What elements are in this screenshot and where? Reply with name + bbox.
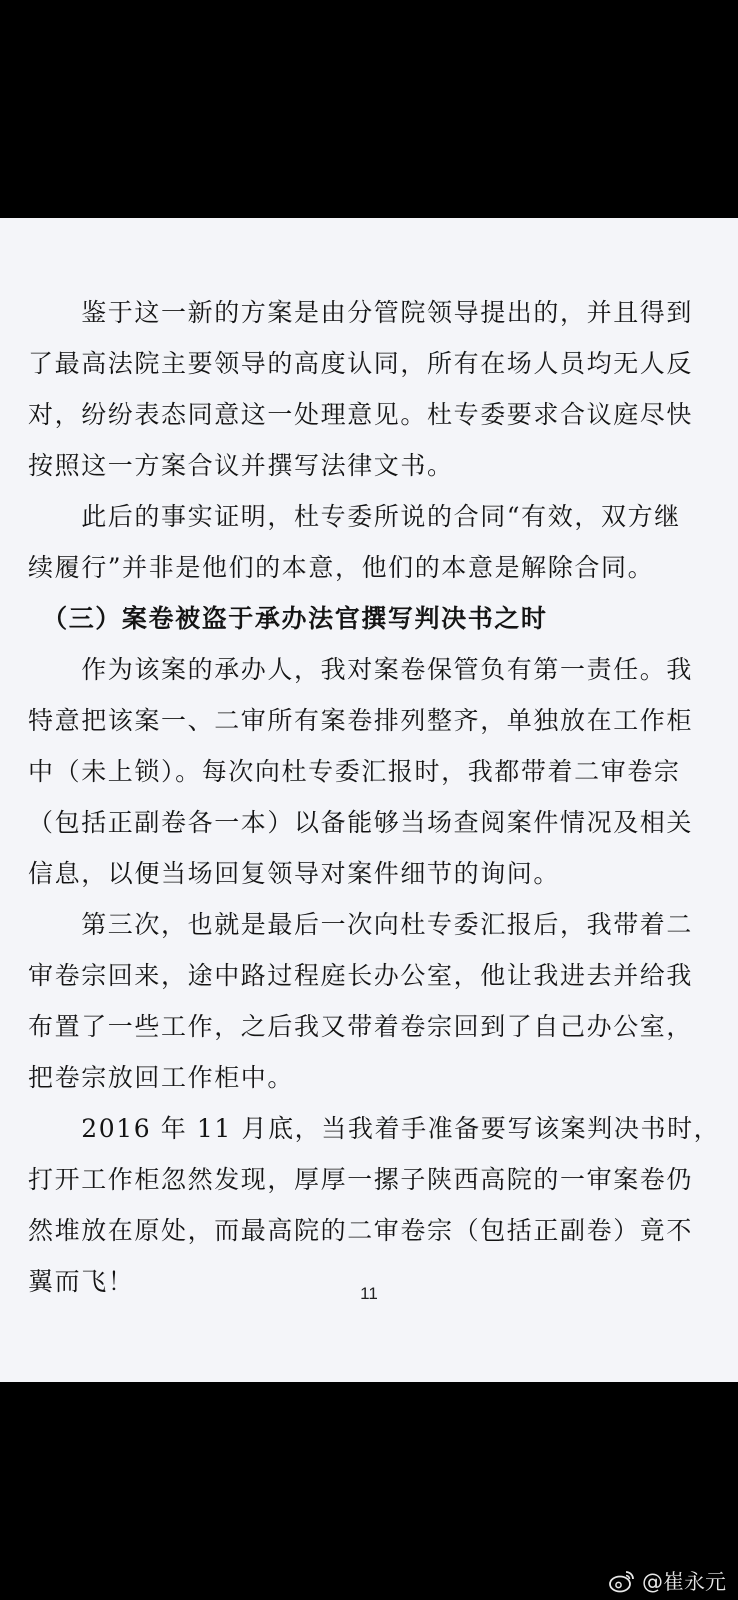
document-page xyxy=(0,218,738,1382)
paragraph-line: 此后的事实证明，杜专委所说的合同“有效，双方继 xyxy=(28,502,681,531)
section-heading: （三）案卷被盗于承办法官撰写判决书之时 xyxy=(28,604,548,633)
watermark xyxy=(608,1566,726,1596)
page-number: 11 xyxy=(360,1284,378,1303)
paragraph-line: 然堆放在原处，而最高院的二审卷宗（包括正副卷）竟不 xyxy=(28,1216,694,1245)
paragraph-line: 布置了一些工作，之后我又带着卷宗回到了自己办公室， xyxy=(28,1012,694,1041)
watermark-username: @崔永元 xyxy=(642,1570,726,1594)
paragraph-line: 对，纷纷表态同意这一处理意见。杜专委要求合议庭尽快 xyxy=(28,400,694,429)
top-black-bar xyxy=(0,0,738,218)
paragraph-line: 审卷宗回来，途中路过程庭长办公室，他让我进去并给我 xyxy=(28,961,694,990)
paragraph-line: 续履行”并非是他们的本意，他们的本意是解除合同。 xyxy=(28,553,655,582)
paragraph-line: 特意把该案一、二审所有案卷排列整齐，单独放在工作柜 xyxy=(28,706,694,735)
paragraph-line: 翼而飞！ xyxy=(28,1267,135,1296)
paragraph-line: 按照这一方案合议并撰写法律文书。 xyxy=(28,451,454,480)
paragraph-line: 第三次，也就是最后一次向杜专委汇报后，我带着二 xyxy=(28,910,694,939)
paragraph-line: 鉴于这一新的方案是由分管院领导提出的，并且得到 xyxy=(28,298,694,327)
paragraph-line: 作为该案的承办人，我对案卷保管负有第一责任。我 xyxy=(28,655,694,684)
paragraph-line: 把卷宗放回工作柜中。 xyxy=(28,1063,295,1092)
paragraph-line: 中（未上锁）。每次向杜专委汇报时，我都带着二审卷宗 xyxy=(28,757,681,786)
paragraph-line: 打开工作柜忽然发现，厚厚一摞子陕西高院的一审案卷仍 xyxy=(28,1165,694,1194)
paragraph-line: 了最高法院主要领导的高度认同，所有在场人员均无人反 xyxy=(28,349,694,378)
weibo-icon xyxy=(608,1569,636,1593)
paragraph-line: 信息，以便当场回复领导对案件细节的询问。 xyxy=(28,859,561,888)
paragraph-line: （包括正副卷各一本）以备能够当场查阅案件情况及相关 xyxy=(28,808,694,837)
paragraph-line: 2016 年 11 月底，当我着手准备要写该案判决书时， xyxy=(28,1114,721,1143)
